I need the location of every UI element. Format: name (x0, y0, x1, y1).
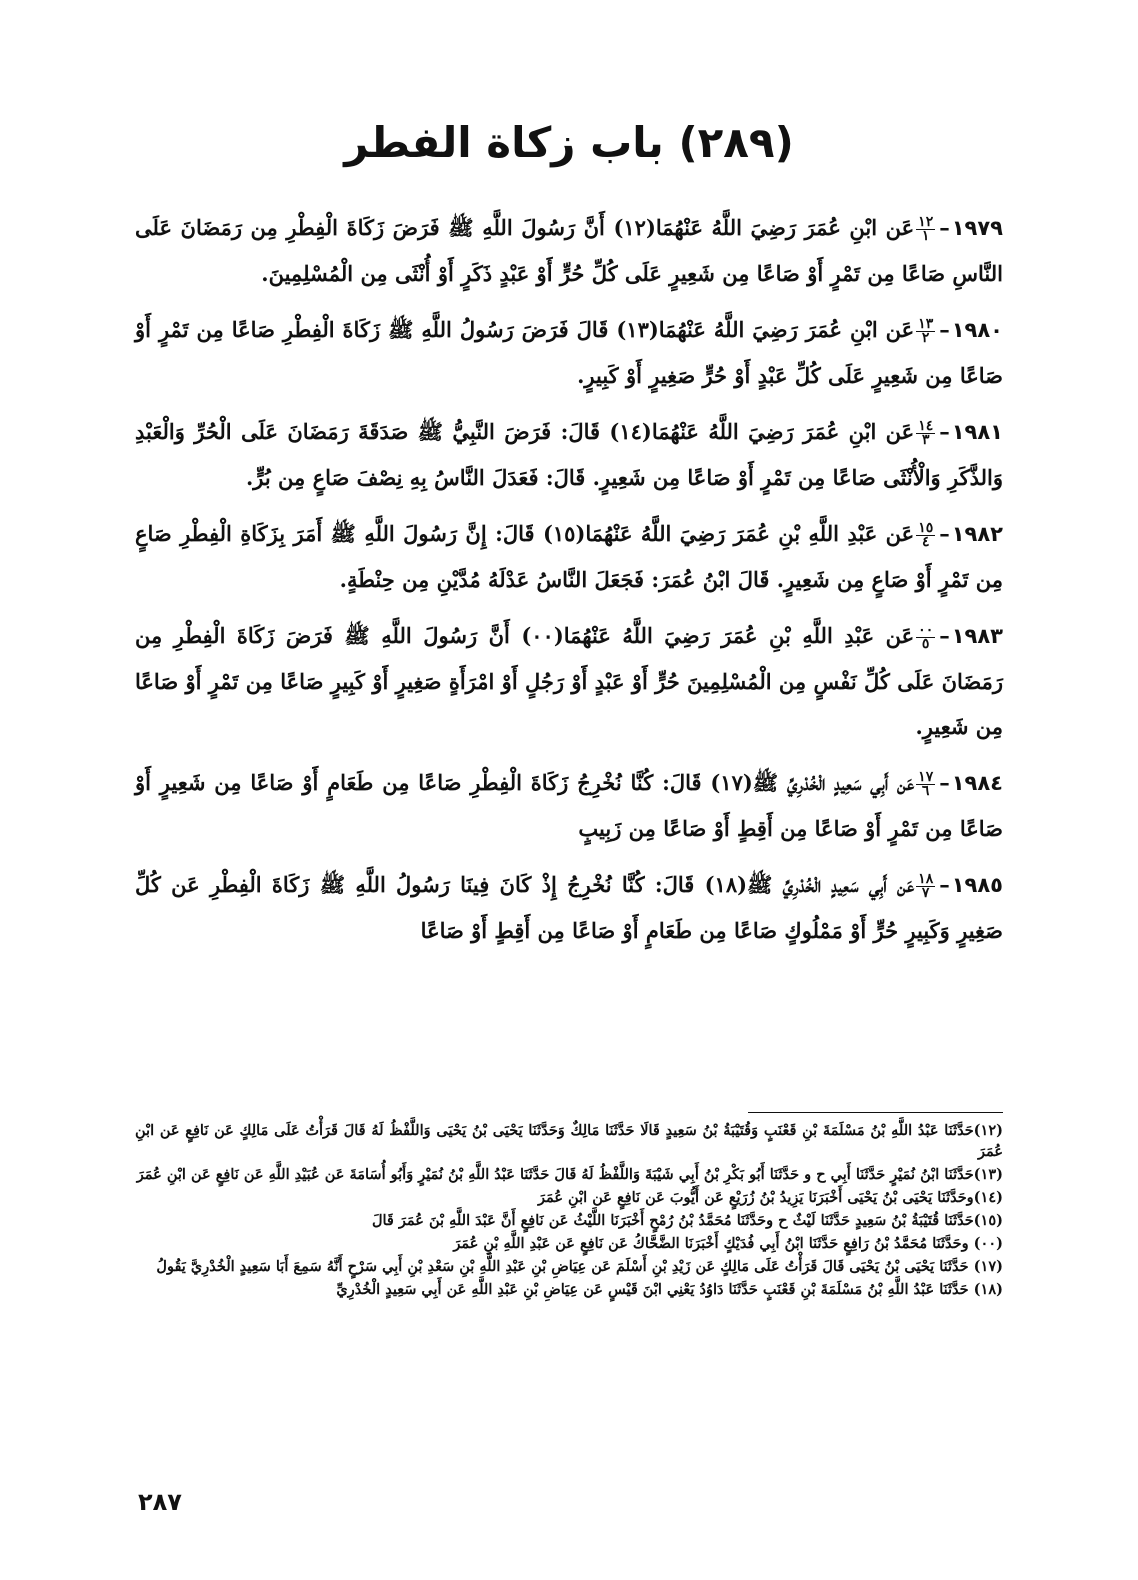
hadith-text: عَن ابْنِ عُمَرَ رَضِيَ اللَّهُ عَنْهُمَا(١٢) أَنَّ رَسُولَ اللَّهِ ﷺ فَرَضَ زَكَاةَ الْفِطْرِ مِن رَمَضَانَ عَلَى النَّاسِ صَاعًا مِن تَمْرٍ أَوْ صَاعًا مِن شَعِيرٍ عَلَى كُلِّ حُرٍّ أَوْ عَبْدٍ ذَكَرٍ أَوْ أُنْثَى مِن الْمُسْلِمِينَ. (135, 215, 1003, 286)
hadith-cross-reference (916, 216, 935, 243)
hadith-entry: ١٩٨١– $\frac{١٤}{٣}$ عَن ابْنِ عُمَرَ رَضِيَ اللَّهُ عَنْهُمَا(١٤) قَالَ: فَرَضَ النَّبِيُّ ﷺ صَدَقَةَ رَمَضَانَ عَلَى الْحُرِّ وَالْعَبْدِ وَالذَّكَرِ وَالْأُنْثَى صَاعًا مِن تَمْرٍ أَوْ صَاعًا مِن شَعِيرٍ. قَالَ: فَعَدَلَ النَّاسُ بِهِ نِصْفَ صَاعٍ مِن بُرٍّ. (135, 418, 1004, 490)
footnote: (١٣)حَدَّثَنَا ابْنُ نُمَيْرٍ حَدَّثَنَا أَبِي ح و حَدَّثَنَا أَبُو بَكْرِ بْنُ أَبِي شَيْبَةَ وَاللَّفْظُ لَهُ قَالَ حَدَّثَنَا عَبْدُ اللَّهِ بْنُ نُمَيْرٍ وَأَبُو أُسَامَةَ عَن عُبَيْدِ اللَّهِ عَن نَافِعٍ عَن ابْنِ عُمَرَ (136, 1166, 1003, 1183)
chapter-title: (٢٨٩) باب زكاة الفطر (344, 118, 794, 167)
hadith-text: عَن ابْنِ عُمَرَ رَضِيَ اللَّهُ عَنْهُمَا(١٣) قَالَ فَرَضَ رَسُولُ اللَّهِ ﷺ زَكَاةَ الْفِطْرِ صَاعًا مِن تَمْرٍ أَوْ صَاعًا مِن شَعِيرٍ عَلَى كُلِّ عَبْدٍ أَوْ حُرٍّ صَغِيرٍ أَوْ كَبِيرٍ. (135, 317, 1003, 388)
hadith-text: عَن أَبِي سَعِيدٍ الْخُدْرِيِّ ﷺ(١٧) قَالَ: كُنَّا نُخْرِجُ زَكَاةَ الْفِطْرِ صَاعًا مِن طَعَامٍ أَوْ صَاعًا مِن شَعِيرٍ أَوْ صَاعًا مِن تَمْرٍ أَوْ صَاعًا مِن أَقِطٍ أَوْ صَاعًا مِن زَبِيبٍ (135, 770, 1003, 841)
hadith-number: ١٩٨٤ (951, 771, 1003, 795)
hadith-entry: ١٩٨٣– $\frac{٠٠}{٥}$ عَن عَبْدِ اللَّهِ بْنِ عُمَرَ رَضِيَ اللَّهُ عَنْهُمَا(٠٠) أَنَّ رَسُولَ اللَّهِ ﷺ فَرَضَ زَكَاةَ الْفِطْرِ مِن رَمَضَانَ عَلَى كُلِّ نَفْسٍ مِن الْمُسْلِمِينَ حُرٍّ أَوْ عَبْدٍ أَوْ رَجُلٍ أَوْ امْرَأَةٍ صَغِيرٍ أَوْ كَبِيرٍ صَاعًا مِن تَمْرٍ أَوْ صَاعًا مِن شَعِيرٍ. (135, 622, 1003, 739)
page-number: ٢٨٧ (138, 1488, 182, 1516)
footnote-divider (748, 1112, 1003, 1113)
hadith-number: ١٩٨٣ (951, 624, 1003, 648)
footnote: (١٢)حَدَّثَنَا عَبْدُ اللَّهِ بْنُ مَسْلَمَةَ بْنِ قَعْنَبٍ وَقُتَيْبَةُ بْنُ سَعِيدٍ قَالَا حَدَّثَنَا مَالِكٌ وَحَدَّثَنَا يَحْيَى بْنُ يَحْيَى وَاللَّفْظُ لَهُ قَالَ قَرَأْتُ عَلَى مَالِكٍ عَن نَافِعٍ عَن ابْنِ عُمَرَ (135, 1122, 1003, 1160)
hadith-number: ١٩٨٢ (951, 522, 1004, 546)
hadith-cross-reference (916, 873, 935, 900)
hadith-number: ١٩٧٩ (951, 216, 1003, 240)
hadith-cross-reference (916, 522, 935, 549)
hadith-list (135, 205, 1003, 964)
cross-reference-top: ١٣ (918, 316, 934, 332)
hadith-entry: ١٩٨٢– $\frac{١٥}{٤}$ عَن عَبْدِ اللَّهِ بْنِ عُمَرَ رَضِيَ اللَّهُ عَنْهُمَا(١٥) قَالَ: إِنَّ رَسُولَ اللَّهِ ﷺ أَمَرَ بِزَكَاةِ الْفِطْرِ صَاعٍ مِن تَمْرٍ أَوْ صَاعٍ مِن شَعِيرٍ. قَالَ ابْنُ عُمَرَ: فَجَعَلَ النَّاسُ عَدْلَهُ مُدَّيْنِ مِن حِنْطَةٍ. (135, 520, 1004, 592)
cross-reference-bottom: ٥ (921, 636, 930, 652)
hadith-entry: ١٩٧٩– $\frac{١٢}{١}$ عَن ابْنِ عُمَرَ رَضِيَ اللَّهُ عَنْهُمَا(١٢) أَنَّ رَسُولَ اللَّهِ ﷺ فَرَضَ زَكَاةَ الْفِطْرِ مِن رَمَضَانَ عَلَى النَّاسِ صَاعًا مِن تَمْرٍ أَوْ صَاعًا مِن شَعِيرٍ عَلَى كُلِّ حُرٍّ أَوْ عَبْدٍ ذَكَرٍ أَوْ أُنْثَى مِن الْمُسْلِمِينَ. (135, 214, 1003, 286)
hadith-number: ١٩٨٠ (951, 318, 1003, 342)
footnote: (١٧) حَدَّثَنَا يَحْيَى بْنُ يَحْيَى قَالَ قَرَأْتُ عَلَى مَالِكٍ عَن زَيْدِ بْنِ أَسْلَمَ عَن عِيَاضِ بْنِ عَبْدِ اللَّهِ بْنِ سَعْدِ بْنِ أَبِي سَرْحٍ أَنَّهُ سَمِعَ أَبَا سَعِيدٍ الْخُدْرِيَّ يَقُولُ (156, 1258, 1003, 1275)
cross-reference-top: ١٥ (918, 520, 934, 536)
cross-reference-top: ١٤ (918, 418, 934, 434)
cross-reference-top: ١٧ (918, 769, 934, 785)
hadith-number: ١٩٨١ (951, 420, 1004, 444)
hadith-number: ١٩٨٥ (951, 873, 1003, 897)
hadith-entry: ١٩٨٤– $\frac{١٧}{٦}$ عَن أَبِي سَعِيدٍ الْخُدْرِيِّ ﷺ(١٧) قَالَ: كُنَّا نُخْرِجُ زَكَاةَ الْفِطْرِ صَاعًا مِن طَعَامٍ أَوْ صَاعًا مِن شَعِيرٍ أَوْ صَاعًا مِن تَمْرٍ أَوْ صَاعًا مِن أَقِطٍ أَوْ صَاعًا مِن زَبِيبٍ (135, 769, 1003, 841)
cross-reference-bottom: ٧ (921, 885, 930, 901)
cross-reference-top: ٠٠ (918, 622, 934, 638)
hadith-text: عَن ابْنِ عُمَرَ رَضِيَ اللَّهُ عَنْهُمَا(١٤) قَالَ: فَرَضَ النَّبِيُّ ﷺ صَدَقَةَ رَمَضَانَ عَلَى الْحُرِّ وَالْعَبْدِ وَالذَّكَرِ وَالْأُنْثَى صَاعًا مِن تَمْرٍ أَوْ صَاعًا مِن شَعِيرٍ. قَالَ: فَعَدَلَ النَّاسُ بِهِ نِصْفَ صَاعٍ مِن بُرٍّ. (135, 419, 1003, 490)
hadith-cross-reference (916, 420, 935, 447)
hadith-cross-reference (916, 624, 935, 651)
hadith-entry: ١٩٨٥– $\frac{١٨}{٧}$ عَن أَبِي سَعِيدٍ الْخُدْرِيِّ ﷺ(١٨) قَالَ: كُنَّا نُخْرِجُ إِذْ كَانَ فِينَا رَسُولُ اللَّهِ ﷺ زَكَاةَ الْفِطْرِ عَن كُلِّ صَغِيرٍ وَكَبِيرٍ حُرٍّ أَوْ مَمْلُوكٍ صَاعًا مِن طَعَامٍ أَوْ صَاعًا مِن أَقِطٍ أَوْ صَاعًا (135, 871, 1003, 943)
footnote: (١٥)حَدَّثَنَا قُتَيْبَةُ بْنُ سَعِيدٍ حَدَّثَنَا لَيْثٌ ح وحَدَّثَنَا مُحَمَّدُ بْنُ رُمْحٍ أَخْبَرَنَا اللَّيْثُ عَن نَافِعٍ أَنَّ عَبْدَ اللَّهِ بْنَ عُمَرَ قَالَ (371, 1212, 1003, 1229)
cross-reference-top: ١٨ (918, 871, 934, 887)
footnote: (١٨) حَدَّثَنَا عَبْدُ اللَّهِ بْنُ مَسْلَمَةَ بْنِ قَعْنَبٍ حَدَّثَنَا دَاوُدُ يَعْنِي ابْنَ قَيْسٍ عَن عِيَاضِ بْنِ عَبْدِ اللَّهِ عَن أَبِي سَعِيدٍ الْخُدْرِيِّ (336, 1281, 1003, 1298)
footnote: (١٤)وحَدَّثَنَا يَحْيَى بْنُ يَحْيَى أَخْبَرَنَا يَزِيدُ بْنُ زُرَيْعٍ عَن أَيُّوبَ عَن نَافِعٍ عَن ابْنِ عُمَرَ (537, 1189, 1003, 1206)
cross-reference-bottom: ٦ (921, 783, 930, 799)
cross-reference-bottom: ٢ (921, 330, 930, 346)
hadith-text: عَن عَبْدِ اللَّهِ بْنِ عُمَرَ رَضِيَ اللَّهُ عَنْهُمَا(٠٠) أَنَّ رَسُولَ اللَّهِ ﷺ فَرَضَ زَكَاةَ الْفِطْرِ مِن رَمَضَانَ عَلَى كُلِّ نَفْسٍ مِن الْمُسْلِمِينَ حُرٍّ أَوْ عَبْدٍ أَوْ رَجُلٍ أَوْ امْرَأَةٍ صَغِيرٍ أَوْ كَبِيرٍ صَاعًا مِن تَمْرٍ أَوْ صَاعًا مِن شَعِيرٍ. (135, 623, 1003, 739)
hadith-entry: ١٩٨٠– $\frac{١٣}{٢}$ عَن ابْنِ عُمَرَ رَضِيَ اللَّهُ عَنْهُمَا(١٣) قَالَ فَرَضَ رَسُولُ اللَّهِ ﷺ زَكَاةَ الْفِطْرِ صَاعًا مِن تَمْرٍ أَوْ صَاعًا مِن شَعِيرٍ عَلَى كُلِّ عَبْدٍ أَوْ حُرٍّ صَغِيرٍ أَوْ كَبِيرٍ. (135, 316, 1003, 388)
cross-reference-bottom: ٤ (921, 534, 930, 550)
hadith-text: عَن أَبِي سَعِيدٍ الْخُدْرِيِّ ﷺ(١٨) قَالَ: كُنَّا نُخْرِجُ إِذْ كَانَ فِينَا رَسُولُ اللَّهِ ﷺ زَكَاةَ الْفِطْرِ عَن كُلِّ صَغِيرٍ وَكَبِيرٍ حُرٍّ أَوْ مَمْلُوكٍ صَاعًا مِن طَعَامٍ أَوْ صَاعًا مِن أَقِطٍ أَوْ صَاعًا (135, 872, 1003, 943)
hadith-text: عَن عَبْدِ اللَّهِ بْنِ عُمَرَ رَضِيَ اللَّهُ عَنْهُمَا(١٥) قَالَ: إِنَّ رَسُولَ اللَّهِ ﷺ أَمَرَ بِزَكَاةِ الْفِطْرِ صَاعٍ مِن تَمْرٍ أَوْ صَاعٍ مِن شَعِيرٍ. قَالَ ابْنُ عُمَرَ: فَجَعَلَ النَّاسُ عَدْلَهُ مُدَّيْنِ مِن حِنْطَةٍ. (135, 521, 1003, 592)
hadith-cross-reference (916, 318, 935, 345)
hadith-cross-reference (916, 771, 935, 798)
cross-reference-top: ١٢ (918, 214, 934, 230)
cross-reference-bottom: ١ (921, 228, 930, 244)
cross-reference-bottom: ٣ (921, 432, 930, 448)
footnotes (135, 1120, 1003, 1302)
footnote: (٠٠) وحَدَّثَنَا مُحَمَّدُ بْنُ رَافِعٍ حَدَّثَنَا ابْنُ أَبِي فُدَيْكٍ أَخْبَرَنَا الضَّحَّاكُ عَن نَافِعٍ عَن عَبْدِ اللَّهِ بْنِ عُمَرَ (453, 1235, 1003, 1252)
